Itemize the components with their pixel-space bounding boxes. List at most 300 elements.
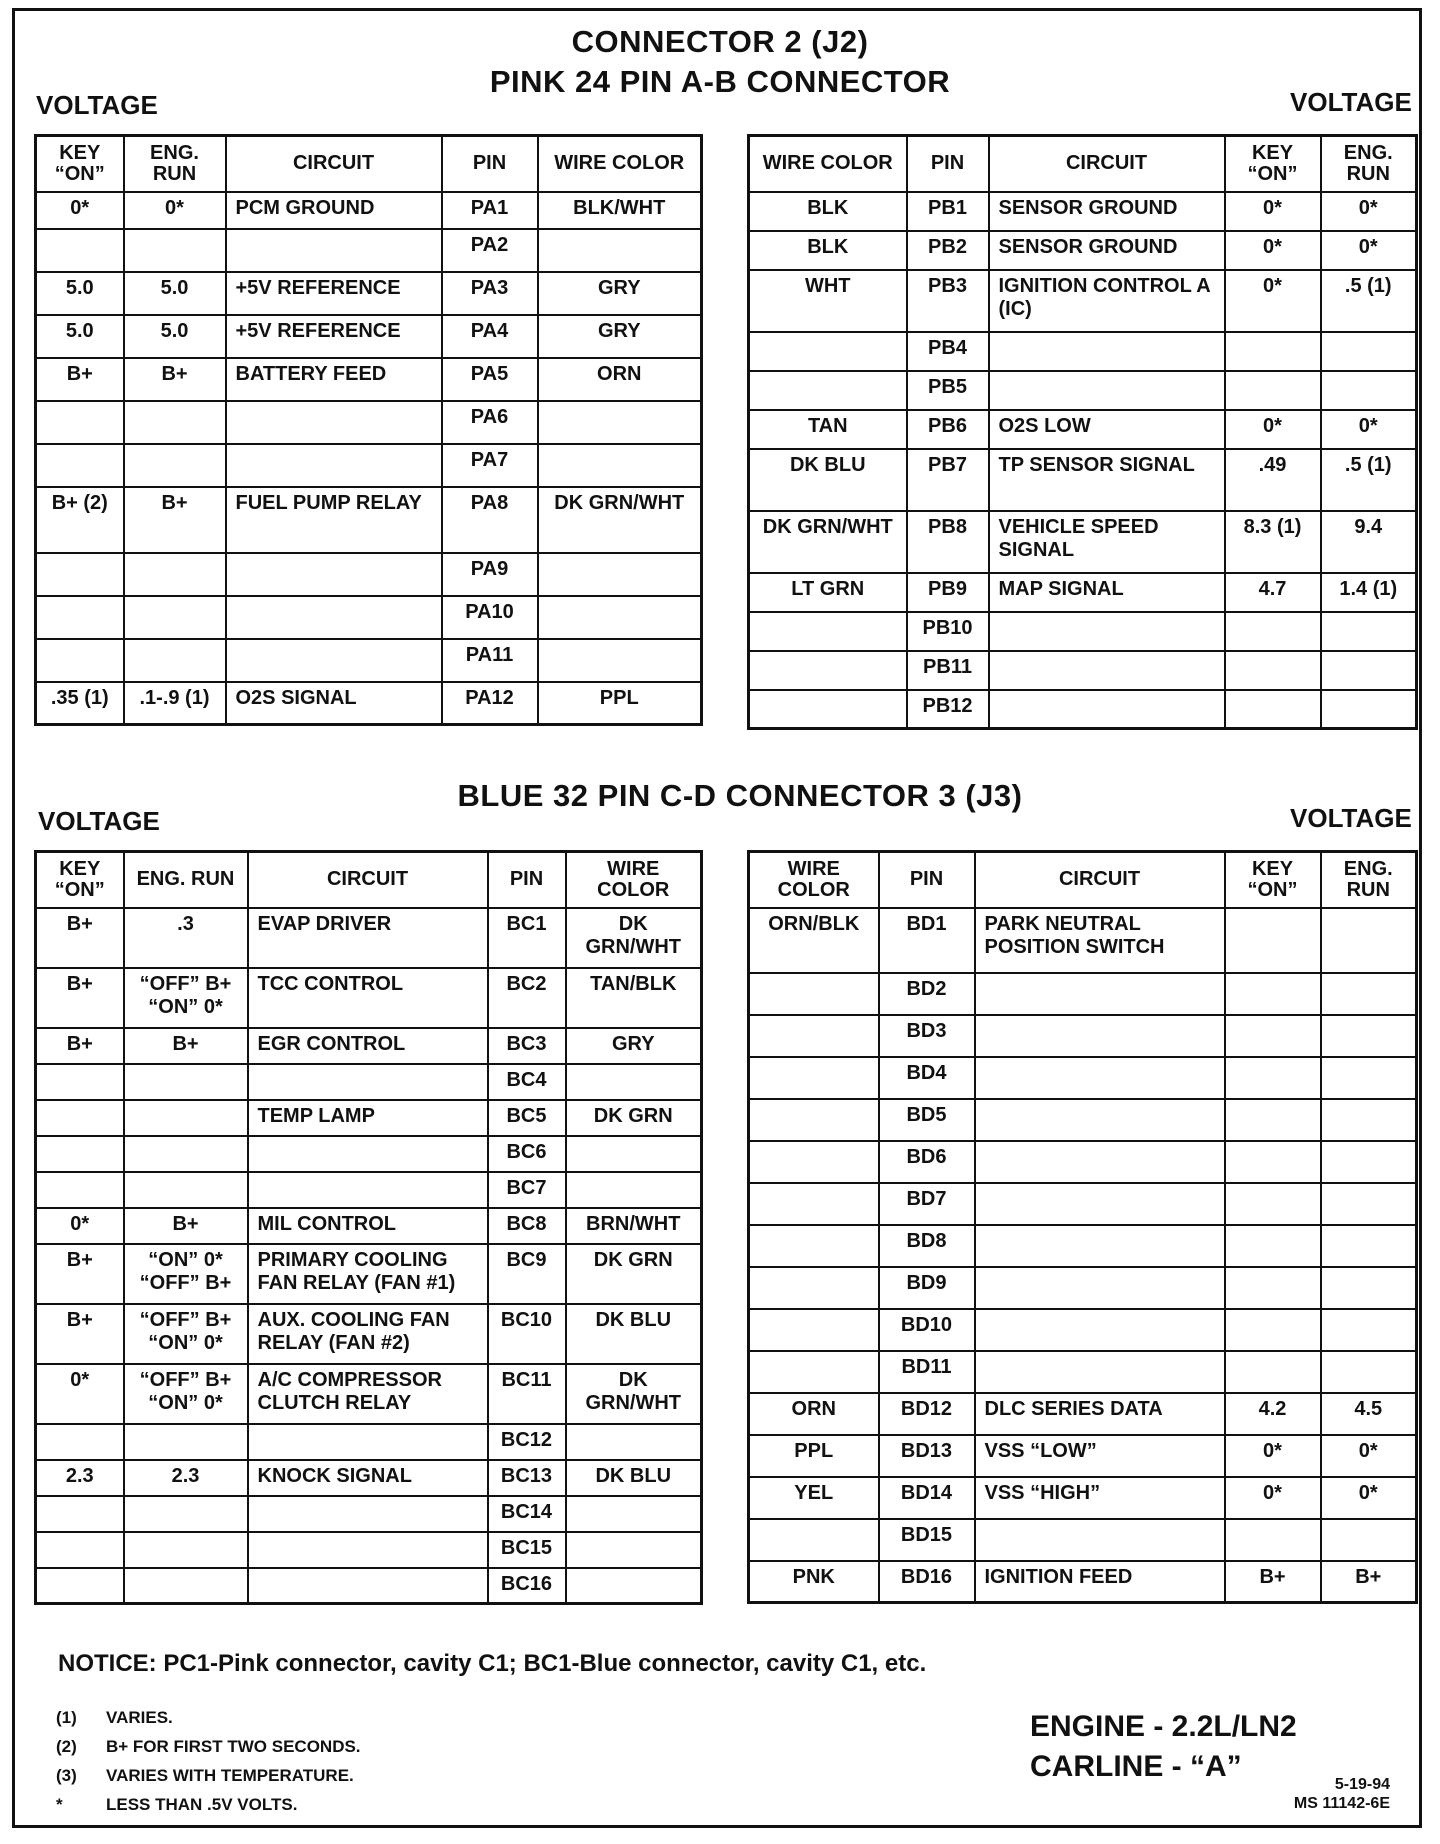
pin-cell: BD15 <box>879 1519 975 1561</box>
header-eng-run: ENG. RUN <box>1321 852 1417 908</box>
key-on-cell <box>36 1172 124 1208</box>
header-wire-color: WIRE COLOR <box>749 852 879 908</box>
circuit-cell <box>226 596 442 639</box>
circuit-cell: EGR CONTROL <box>248 1028 488 1064</box>
eng-run-cell: 5.0 <box>124 315 226 358</box>
key-on-cell: .35 (1) <box>36 682 124 725</box>
table-row <box>36 1028 702 1064</box>
table-row <box>36 358 702 401</box>
eng-run-cell <box>124 1100 248 1136</box>
engine-label: ENGINE - 2.2L/LN2 <box>1030 1710 1297 1743</box>
header-wire-color: WIRE COLOR <box>749 136 907 192</box>
header-eng-run: ENG. RUN <box>124 136 226 192</box>
wire-color-cell <box>538 553 702 596</box>
key-on-cell <box>1225 371 1321 410</box>
pin-cell: PA1 <box>442 192 538 229</box>
doc-number: MS 11142-6E <box>1293 1795 1390 1812</box>
wire-color-cell <box>538 596 702 639</box>
pin-cell: BD10 <box>879 1309 975 1351</box>
header-pin: PIN <box>907 136 989 192</box>
wire-color-cell <box>749 1267 879 1309</box>
wire-color-cell <box>749 1183 879 1225</box>
eng-run-cell <box>124 1424 248 1460</box>
wire-color-cell: BLK/WHT <box>538 192 702 229</box>
table-row <box>36 401 702 444</box>
table-row <box>36 908 702 968</box>
circuit-cell: MAP SIGNAL <box>989 573 1225 612</box>
eng-run-cell <box>1321 1141 1417 1183</box>
table-row <box>36 1568 702 1604</box>
circuit-cell: O2S SIGNAL <box>226 682 442 725</box>
pin-cell: PA4 <box>442 315 538 358</box>
circuit-cell: BATTERY FEED <box>226 358 442 401</box>
pin-cell: PA11 <box>442 639 538 682</box>
pin-cell: BC9 <box>488 1244 566 1304</box>
key-on-cell: 0* <box>1225 1477 1321 1519</box>
wire-color-cell: GRY <box>566 1028 702 1064</box>
pin-cell: BD8 <box>879 1225 975 1267</box>
pin-cell: PA3 <box>442 272 538 315</box>
pin-cell: PA5 <box>442 358 538 401</box>
wire-color-cell <box>749 1225 879 1267</box>
table-row <box>36 1460 702 1496</box>
header-pin: PIN <box>442 136 538 192</box>
eng-run-cell <box>124 1136 248 1172</box>
blue-d-pin-table <box>747 850 1418 1604</box>
table-row <box>36 1532 702 1568</box>
wire-color-cell <box>566 1064 702 1100</box>
eng-run-cell: B+ <box>124 487 226 553</box>
key-on-cell <box>1225 1309 1321 1351</box>
wire-color-cell: GRY <box>538 272 702 315</box>
table-row <box>749 332 1417 371</box>
wire-color-cell <box>749 371 907 410</box>
footnote-key: (2) <box>56 1737 77 1756</box>
key-on-cell: 8.3 (1) <box>1225 511 1321 573</box>
voltage-label-left-bottom: VOLTAGE <box>38 806 160 836</box>
circuit-cell: +5V REFERENCE <box>226 315 442 358</box>
wire-color-cell <box>566 1424 702 1460</box>
wire-color-cell <box>566 1532 702 1568</box>
circuit-cell: EVAP DRIVER <box>248 908 488 968</box>
pin-cell: BC7 <box>488 1172 566 1208</box>
pin-cell: BC1 <box>488 908 566 968</box>
table-row <box>749 573 1417 612</box>
circuit-cell: +5V REFERENCE <box>226 272 442 315</box>
wire-color-cell: DK GRN <box>566 1100 702 1136</box>
pin-cell: PA8 <box>442 487 538 553</box>
key-on-cell: .49 <box>1225 449 1321 511</box>
circuit-cell: VSS “LOW” <box>975 1435 1225 1477</box>
circuit-cell: TP SENSOR SIGNAL <box>989 449 1225 511</box>
circuit-cell <box>248 1568 488 1604</box>
key-on-cell <box>36 229 124 272</box>
wire-color-cell <box>749 1015 879 1057</box>
pin-cell: BD7 <box>879 1183 975 1225</box>
wire-color-cell <box>749 612 907 651</box>
key-on-cell <box>36 639 124 682</box>
circuit-cell: PARK NEUTRAL POSITION SWITCH <box>975 908 1225 973</box>
wire-color-cell: ORN/BLK <box>749 908 879 973</box>
wire-color-cell <box>538 444 702 487</box>
eng-run-cell <box>124 1064 248 1100</box>
footnote-2 <box>56 1737 361 1757</box>
wire-color-cell <box>749 1519 879 1561</box>
pin-cell: PB7 <box>907 449 989 511</box>
table-row <box>36 1208 702 1244</box>
wire-color-cell: GRY <box>538 315 702 358</box>
circuit-cell: SENSOR GROUND <box>989 231 1225 270</box>
circuit-cell <box>975 1519 1225 1561</box>
pin-cell: BC6 <box>488 1136 566 1172</box>
table-row <box>36 1064 702 1100</box>
circuit-cell <box>226 639 442 682</box>
eng-run-cell <box>1321 612 1417 651</box>
table-row <box>749 1141 1417 1183</box>
wire-color-cell <box>566 1136 702 1172</box>
key-on-cell <box>36 1496 124 1532</box>
wire-color-cell: TAN/BLK <box>566 968 702 1028</box>
table-row <box>36 682 702 725</box>
circuit-cell <box>248 1064 488 1100</box>
pin-cell: PB9 <box>907 573 989 612</box>
pin-cell: BD14 <box>879 1477 975 1519</box>
table-row <box>749 511 1417 573</box>
circuit-cell <box>226 444 442 487</box>
key-on-cell <box>1225 1141 1321 1183</box>
circuit-cell: O2S LOW <box>989 410 1225 449</box>
key-on-cell: B+ <box>36 908 124 968</box>
wire-color-cell: DK GRN/WHT <box>749 511 907 573</box>
pin-cell: PA9 <box>442 553 538 596</box>
eng-run-cell <box>1321 1183 1417 1225</box>
table-row <box>749 908 1417 973</box>
key-on-cell <box>36 1064 124 1100</box>
circuit-cell <box>975 1351 1225 1393</box>
circuit-cell <box>975 1225 1225 1267</box>
table-row <box>36 1136 702 1172</box>
pin-cell: PB5 <box>907 371 989 410</box>
eng-run-cell: 0* <box>1321 1477 1417 1519</box>
eng-run-cell <box>124 444 226 487</box>
key-on-cell <box>36 596 124 639</box>
eng-run-cell: “OFF” B+ “ON” 0* <box>124 1304 248 1364</box>
footnote-text: VARIES. <box>106 1708 173 1727</box>
footnote-key: * <box>56 1795 63 1814</box>
pin-cell: BC5 <box>488 1100 566 1136</box>
circuit-cell <box>989 612 1225 651</box>
wire-color-cell: PNK <box>749 1561 879 1603</box>
voltage-label-left-top: VOLTAGE <box>36 90 158 120</box>
pin-cell: PB4 <box>907 332 989 371</box>
footnote-text: B+ FOR FIRST TWO SECONDS. <box>106 1737 361 1756</box>
circuit-cell <box>989 332 1225 371</box>
pin-cell: PB6 <box>907 410 989 449</box>
circuit-cell: TCC CONTROL <box>248 968 488 1028</box>
circuit-cell: IGNITION CONTROL A (IC) <box>989 270 1225 332</box>
eng-run-cell: B+ <box>1321 1561 1417 1603</box>
pin-cell: BC3 <box>488 1028 566 1064</box>
pin-cell: PA10 <box>442 596 538 639</box>
eng-run-cell <box>124 553 226 596</box>
eng-run-cell <box>124 1172 248 1208</box>
eng-run-cell: .5 (1) <box>1321 449 1417 511</box>
circuit-cell <box>975 1015 1225 1057</box>
wire-color-cell <box>749 690 907 729</box>
circuit-cell: DLC SERIES DATA <box>975 1393 1225 1435</box>
circuit-cell: AUX. COOLING FAN RELAY (FAN #2) <box>248 1304 488 1364</box>
key-on-cell <box>1225 651 1321 690</box>
pin-cell: PA2 <box>442 229 538 272</box>
wire-color-cell <box>749 332 907 371</box>
table-row <box>749 1267 1417 1309</box>
circuit-cell <box>975 1267 1225 1309</box>
eng-run-cell <box>124 229 226 272</box>
pin-cell: BD16 <box>879 1561 975 1603</box>
key-on-cell <box>1225 1015 1321 1057</box>
circuit-cell: KNOCK SIGNAL <box>248 1460 488 1496</box>
eng-run-cell: .1-.9 (1) <box>124 682 226 725</box>
table-row <box>749 449 1417 511</box>
wire-color-cell: DK GRN/WHT <box>566 908 702 968</box>
table-row <box>36 487 702 553</box>
voltage-label-right-top: VOLTAGE <box>1290 87 1412 117</box>
pin-cell: BD11 <box>879 1351 975 1393</box>
circuit-cell <box>975 973 1225 1015</box>
key-on-cell <box>36 401 124 444</box>
circuit-cell: VEHICLE SPEED SIGNAL <box>989 511 1225 573</box>
table-row <box>749 1351 1417 1393</box>
wire-color-cell <box>749 1057 879 1099</box>
circuit-cell: MIL CONTROL <box>248 1208 488 1244</box>
key-on-cell <box>1225 908 1321 973</box>
voltage-label-right-bottom: VOLTAGE <box>1290 803 1412 833</box>
circuit-cell: A/C COMPRESSOR CLUTCH RELAY <box>248 1364 488 1424</box>
eng-run-cell <box>1321 1519 1417 1561</box>
header-circuit: CIRCUIT <box>226 136 442 192</box>
key-on-cell <box>36 444 124 487</box>
eng-run-cell: B+ <box>124 1028 248 1064</box>
eng-run-cell: B+ <box>124 1208 248 1244</box>
eng-run-cell: 9.4 <box>1321 511 1417 573</box>
eng-run-cell <box>124 1532 248 1568</box>
pin-cell: PB11 <box>907 651 989 690</box>
key-on-cell: 4.2 <box>1225 1393 1321 1435</box>
eng-run-cell: 0* <box>1321 410 1417 449</box>
blue-c-pin-table <box>34 850 703 1605</box>
key-on-cell: 0* <box>1225 1435 1321 1477</box>
table-row <box>36 1100 702 1136</box>
header-eng-run: ENG. RUN <box>124 852 248 908</box>
key-on-cell: 0* <box>1225 270 1321 332</box>
wire-color-cell: DK BLU <box>566 1304 702 1364</box>
circuit-cell <box>226 229 442 272</box>
pin-cell: BC11 <box>488 1364 566 1424</box>
wire-color-cell: DK BLU <box>749 449 907 511</box>
key-on-cell <box>36 1532 124 1568</box>
circuit-cell <box>989 690 1225 729</box>
footnote-text: VARIES WITH TEMPERATURE. <box>106 1766 354 1785</box>
pin-cell: PA7 <box>442 444 538 487</box>
pin-cell: BC8 <box>488 1208 566 1244</box>
table-row <box>749 1057 1417 1099</box>
pin-cell: BC14 <box>488 1496 566 1532</box>
pin-cell: PB1 <box>907 192 989 231</box>
table-row <box>749 270 1417 332</box>
header-pin: PIN <box>879 852 975 908</box>
wire-color-cell: DK GRN/WHT <box>538 487 702 553</box>
eng-run-cell: 0* <box>1321 1435 1417 1477</box>
eng-run-cell <box>1321 1057 1417 1099</box>
pin-cell: BD6 <box>879 1141 975 1183</box>
footnote-text: LESS THAN .5V VOLTS. <box>106 1795 298 1814</box>
eng-run-cell: 2.3 <box>124 1460 248 1496</box>
key-on-cell: 5.0 <box>36 315 124 358</box>
eng-run-cell <box>1321 1015 1417 1057</box>
eng-run-cell <box>1321 690 1417 729</box>
wire-color-cell: YEL <box>749 1477 879 1519</box>
eng-run-cell <box>1321 1225 1417 1267</box>
key-on-cell <box>1225 973 1321 1015</box>
wire-color-cell: ORN <box>749 1393 879 1435</box>
table-row <box>749 690 1417 729</box>
circuit-cell: VSS “HIGH” <box>975 1477 1225 1519</box>
wire-color-cell <box>749 1309 879 1351</box>
table-row <box>749 1435 1417 1477</box>
table-row <box>749 1561 1417 1603</box>
eng-run-cell <box>1321 1099 1417 1141</box>
footnote-4 <box>56 1795 297 1815</box>
key-on-cell: 0* <box>1225 410 1321 449</box>
eng-run-cell <box>1321 973 1417 1015</box>
pin-cell: BD12 <box>879 1393 975 1435</box>
table-row <box>36 553 702 596</box>
eng-run-cell: 0* <box>1321 231 1417 270</box>
eng-run-cell <box>124 596 226 639</box>
header-key-on: KEY “ON” <box>1225 136 1321 192</box>
footnote-key: (1) <box>56 1708 77 1727</box>
table-row <box>749 973 1417 1015</box>
table-row <box>749 1477 1417 1519</box>
key-on-cell: B+ <box>36 968 124 1028</box>
key-on-cell <box>1225 1351 1321 1393</box>
key-on-cell <box>1225 1225 1321 1267</box>
table-row <box>749 1519 1417 1561</box>
header-wire-color: WIRE COLOR <box>566 852 702 908</box>
circuit-cell: TEMP LAMP <box>248 1100 488 1136</box>
key-on-cell <box>1225 1099 1321 1141</box>
eng-run-cell <box>124 639 226 682</box>
wire-color-cell <box>538 229 702 272</box>
table-row <box>749 612 1417 651</box>
key-on-cell: B+ (2) <box>36 487 124 553</box>
wire-color-cell <box>749 973 879 1015</box>
key-on-cell <box>36 1424 124 1460</box>
header-key-on: KEY “ON” <box>36 136 124 192</box>
blue-connector-title: BLUE 32 PIN C-D CONNECTOR 3 (J3) <box>457 778 1023 813</box>
table-row <box>36 1496 702 1532</box>
eng-run-cell <box>1321 371 1417 410</box>
key-on-cell: B+ <box>36 1244 124 1304</box>
footnote-1 <box>56 1708 173 1728</box>
key-on-cell: 0* <box>36 192 124 229</box>
eng-run-cell: 4.5 <box>1321 1393 1417 1435</box>
circuit-cell <box>989 651 1225 690</box>
circuit-cell <box>248 1424 488 1460</box>
key-on-cell: 0* <box>36 1364 124 1424</box>
circuit-cell: PRIMARY COOLING FAN RELAY (FAN #1) <box>248 1244 488 1304</box>
table-row <box>36 315 702 358</box>
circuit-cell <box>248 1172 488 1208</box>
circuit-cell <box>975 1183 1225 1225</box>
key-on-cell: 2.3 <box>36 1460 124 1496</box>
table-row <box>749 1015 1417 1057</box>
wire-color-cell <box>566 1172 702 1208</box>
key-on-cell <box>36 553 124 596</box>
header-circuit: CIRCUIT <box>248 852 488 908</box>
table-row <box>36 272 702 315</box>
header-pin: PIN <box>488 852 566 908</box>
header-eng-run: ENG. RUN <box>1321 136 1417 192</box>
key-on-cell <box>1225 1267 1321 1309</box>
pin-cell: BD13 <box>879 1435 975 1477</box>
eng-run-cell <box>1321 332 1417 371</box>
key-on-cell <box>1225 612 1321 651</box>
circuit-cell <box>975 1057 1225 1099</box>
eng-run-cell: B+ <box>124 358 226 401</box>
wire-color-cell <box>538 639 702 682</box>
pink-b-pin-table <box>747 134 1418 730</box>
wire-color-cell <box>749 1141 879 1183</box>
table-row <box>36 1172 702 1208</box>
eng-run-cell <box>124 401 226 444</box>
wire-color-cell <box>566 1496 702 1532</box>
carline-label: CARLINE - “A” <box>1030 1750 1242 1783</box>
circuit-cell <box>975 1309 1225 1351</box>
wire-color-cell <box>566 1568 702 1604</box>
eng-run-cell: 5.0 <box>124 272 226 315</box>
footnote-key: (3) <box>56 1766 77 1785</box>
pin-cell: BC15 <box>488 1532 566 1568</box>
circuit-cell: IGNITION FEED <box>975 1561 1225 1603</box>
wire-color-cell <box>749 1099 879 1141</box>
pin-cell: BD4 <box>879 1057 975 1099</box>
pin-cell: PB12 <box>907 690 989 729</box>
circuit-cell <box>975 1141 1225 1183</box>
pin-cell: BC10 <box>488 1304 566 1364</box>
key-on-cell <box>1225 1183 1321 1225</box>
eng-run-cell <box>1321 908 1417 973</box>
eng-run-cell <box>124 1496 248 1532</box>
key-on-cell: 0* <box>1225 192 1321 231</box>
wire-color-cell: WHT <box>749 270 907 332</box>
key-on-cell <box>1225 332 1321 371</box>
key-on-cell: B+ <box>36 1028 124 1064</box>
eng-run-cell: 0* <box>1321 192 1417 231</box>
table-row <box>749 1393 1417 1435</box>
wire-color-cell: DK GRN/WHT <box>566 1364 702 1424</box>
circuit-cell <box>989 371 1225 410</box>
key-on-cell: B+ <box>36 1304 124 1364</box>
eng-run-cell: “OFF” B+ “ON” 0* <box>124 968 248 1028</box>
circuit-cell <box>226 401 442 444</box>
key-on-cell <box>1225 690 1321 729</box>
eng-run-cell: .5 (1) <box>1321 270 1417 332</box>
wire-color-cell: ORN <box>538 358 702 401</box>
pin-cell: BC4 <box>488 1064 566 1100</box>
table-row <box>749 1225 1417 1267</box>
circuit-cell <box>248 1136 488 1172</box>
